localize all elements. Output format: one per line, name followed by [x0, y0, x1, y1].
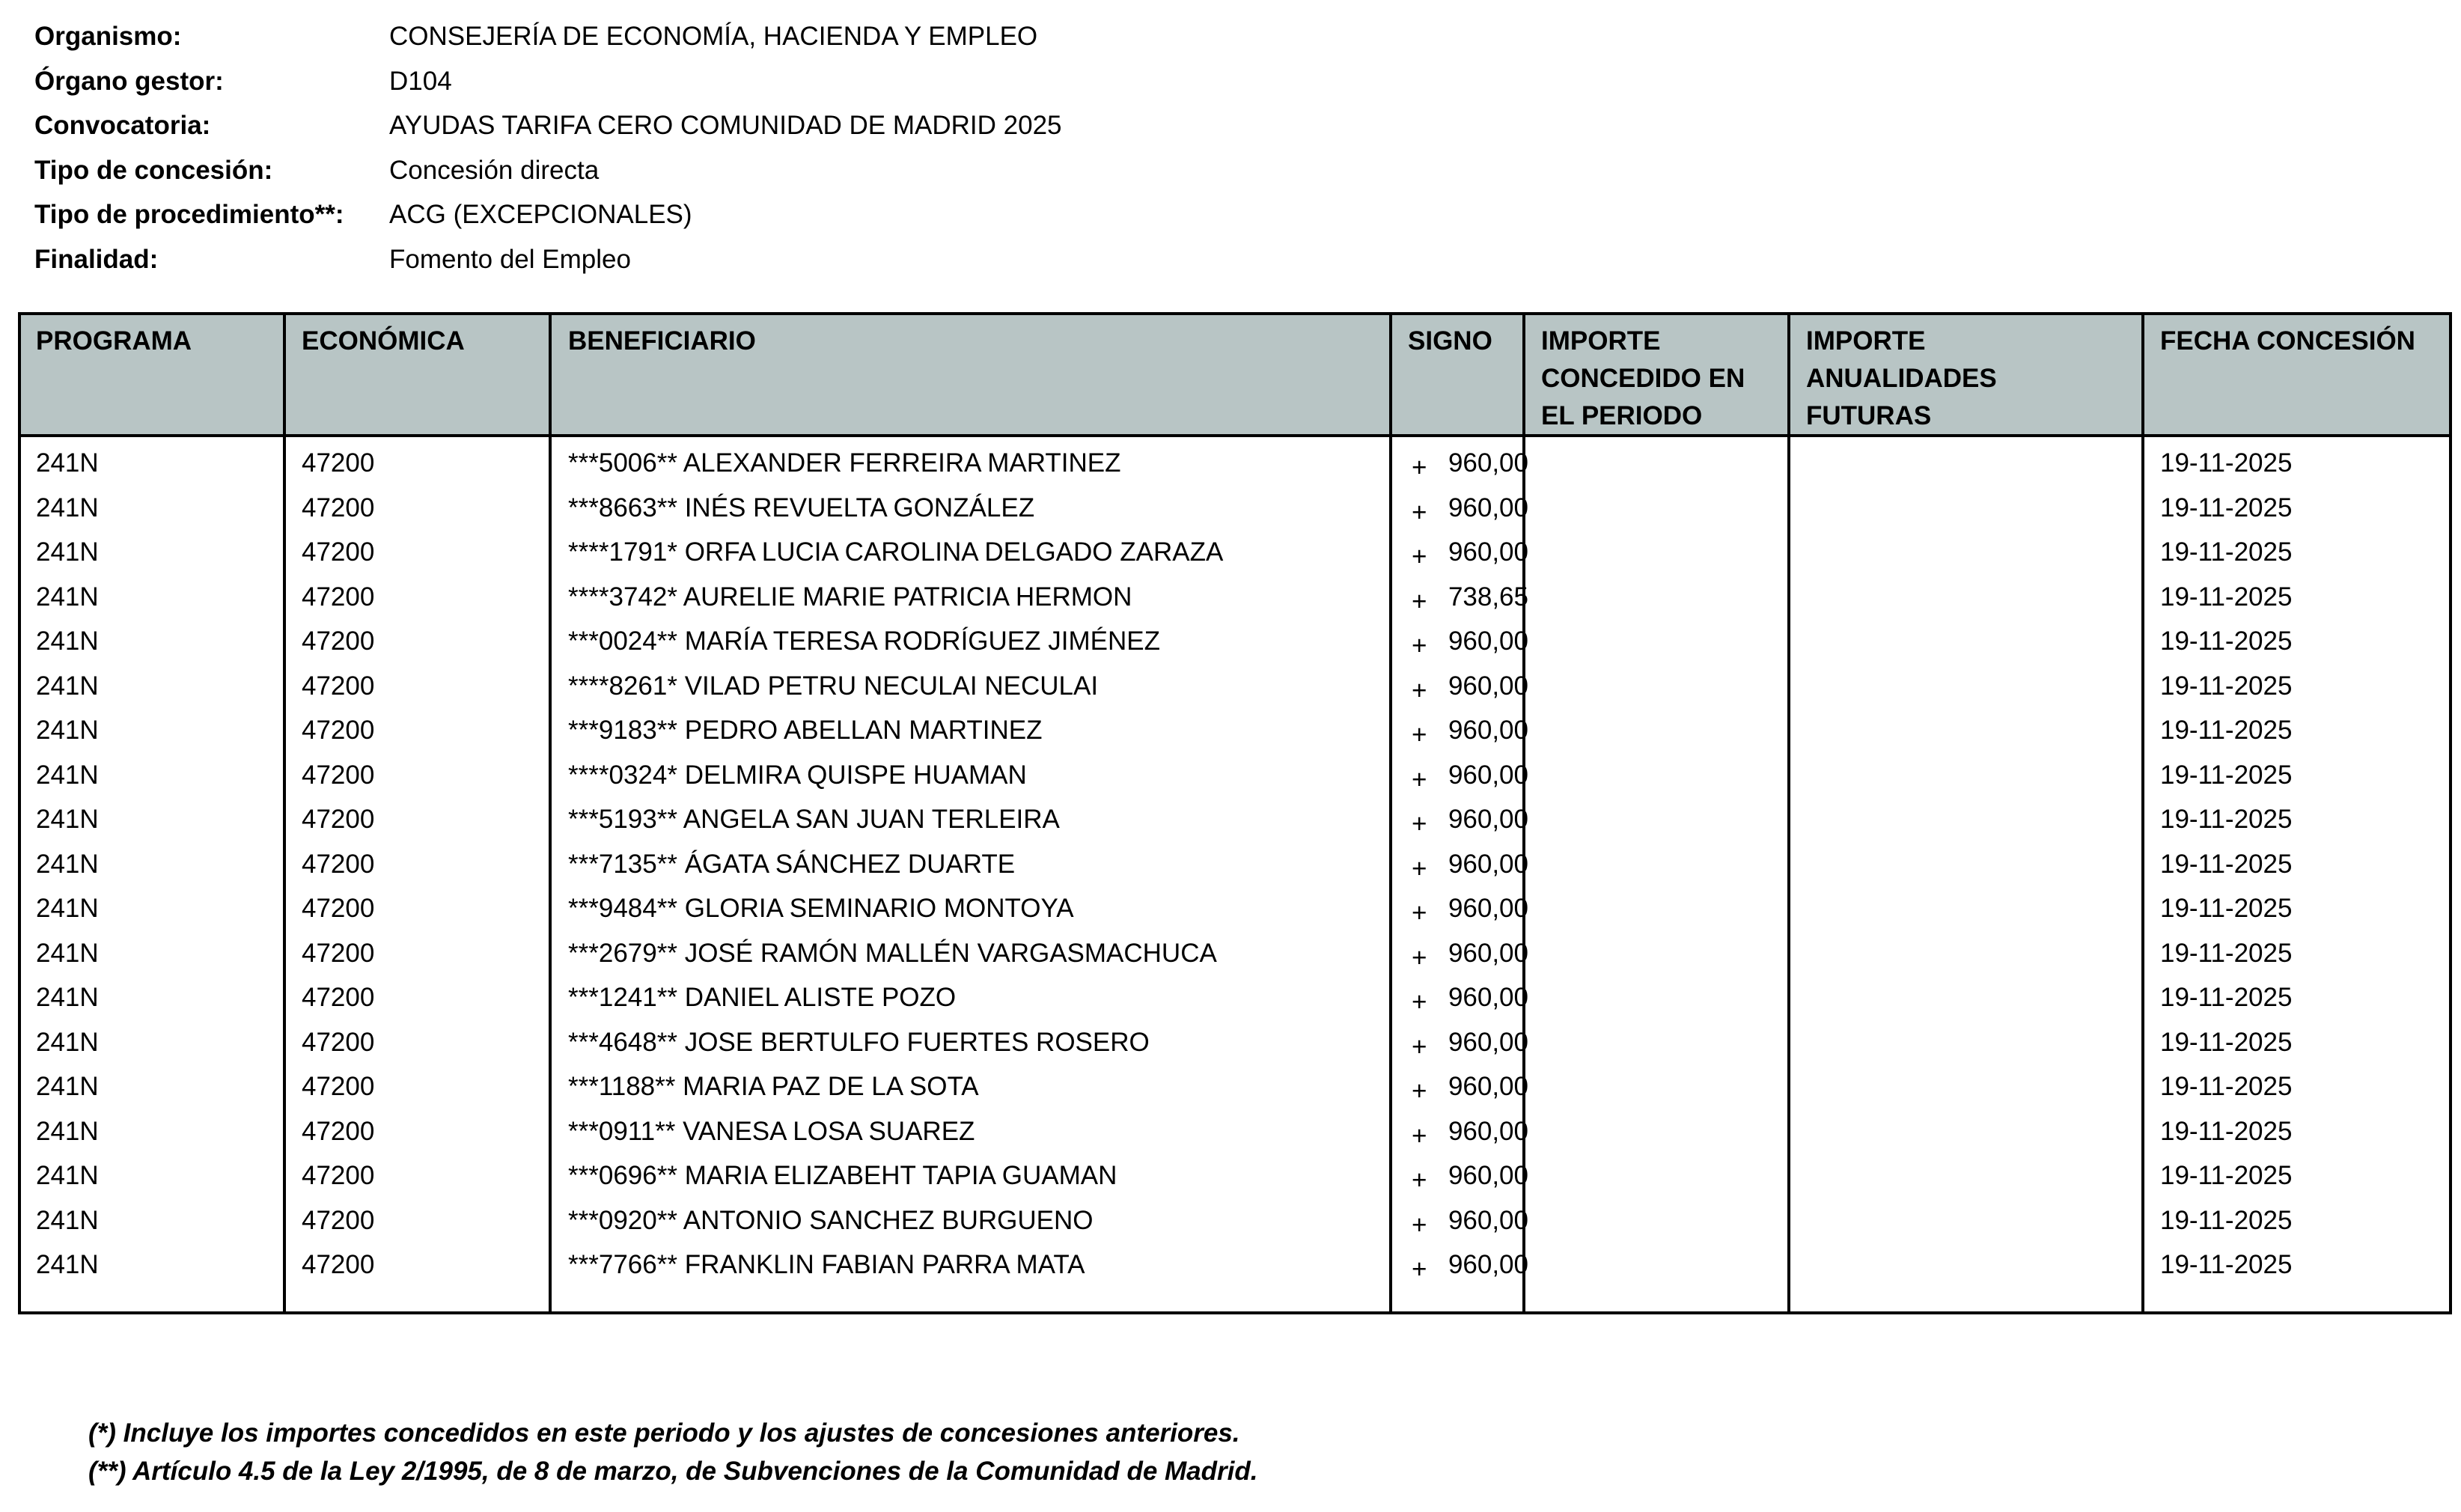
table-row	[21, 979, 2449, 1024]
cell-programa: 241N	[36, 1205, 99, 1235]
cell-beneficiario: ***4648** JOSE BERTULFO FUERTES ROSERO	[568, 1027, 1150, 1057]
cell-beneficiario: ***2679** JOSÉ RAMÓN MALLÉN VARGASMACHUCA	[568, 938, 1217, 968]
table-row	[21, 579, 2449, 624]
table-row	[21, 1157, 2449, 1202]
meta-value: CONSEJERÍA DE ECONOMÍA, HACIENDA Y EMPLEO	[389, 22, 1038, 51]
cell-fecha: 19-11-2025	[2160, 849, 2293, 879]
cell-fecha: 19-11-2025	[2160, 582, 2293, 612]
cell-programa: 241N	[36, 582, 99, 612]
cell-economica: 47200	[302, 1250, 375, 1279]
header-line: CONCEDIDO EN	[1541, 364, 1745, 393]
cell-importe-periodo: 960,00	[1448, 671, 1528, 701]
footnotes	[88, 1415, 1257, 1491]
meta-label: Organismo:	[34, 22, 182, 51]
cell-signo: +	[1412, 1165, 1427, 1195]
cell-signo: +	[1412, 453, 1427, 482]
cell-importe-periodo: 960,00	[1448, 716, 1528, 745]
footnote: (**) Artículo 4.5 de la Ley 2/1995, de 8 de marzo, de Subvenciones de la Comunidad de Madrid.	[88, 1457, 1258, 1486]
cell-importe-periodo: 960,00	[1448, 1116, 1528, 1146]
header-line: FUTURAS	[1806, 401, 1932, 430]
cell-programa: 241N	[36, 493, 99, 522]
cell-fecha: 19-11-2025	[2160, 493, 2293, 522]
header-signo: SIGNO	[1408, 326, 1492, 356]
cell-economica: 47200	[302, 805, 375, 834]
cell-beneficiario: ***7766** FRANKLIN FABIAN PARRA MATA	[568, 1250, 1085, 1279]
table-row	[21, 801, 2449, 846]
meta-label: Convocatoria:	[34, 111, 211, 141]
cell-fecha: 19-11-2025	[2160, 716, 2293, 745]
cell-programa: 241N	[36, 894, 99, 923]
cell-fecha: 19-11-2025	[2160, 1116, 2293, 1146]
cell-importe-periodo: 960,00	[1448, 1072, 1528, 1101]
cell-programa: 241N	[36, 1072, 99, 1101]
cell-signo: +	[1412, 631, 1427, 660]
cell-beneficiario: ***0024** MARÍA TERESA RODRÍGUEZ JIMÉNEZ	[568, 627, 1160, 656]
cell-fecha: 19-11-2025	[2160, 760, 2293, 790]
cell-programa: 241N	[36, 805, 99, 834]
cell-economica: 47200	[302, 671, 375, 701]
cell-beneficiario: ***0920** ANTONIO SANCHEZ BURGUENO	[568, 1205, 1094, 1235]
cell-economica: 47200	[302, 1116, 375, 1146]
table-row	[21, 1246, 2449, 1291]
cell-fecha: 19-11-2025	[2160, 938, 2293, 968]
cell-signo: +	[1412, 1031, 1427, 1061]
cell-beneficiario: ***1188** MARIA PAZ DE LA SOTA	[568, 1072, 979, 1101]
cell-fecha: 19-11-2025	[2160, 627, 2293, 656]
header-importe-periodo	[1541, 323, 1745, 435]
cell-signo: +	[1412, 1076, 1427, 1106]
cell-fecha: 19-11-2025	[2160, 1072, 2293, 1101]
cell-beneficiario: ***0911** VANESA LOSA SUAREZ	[568, 1116, 975, 1146]
cell-fecha: 19-11-2025	[2160, 671, 2293, 701]
cell-importe-periodo: 960,00	[1448, 938, 1528, 968]
cell-signo: +	[1412, 1210, 1427, 1240]
meta-value: ACG (EXCEPCIONALES)	[389, 200, 692, 230]
meta-value: Fomento del Empleo	[389, 244, 631, 274]
cell-importe-periodo: 960,00	[1448, 1027, 1528, 1057]
table-row	[21, 623, 2449, 668]
cell-programa: 241N	[36, 938, 99, 968]
cell-importe-periodo: 960,00	[1448, 537, 1528, 567]
table-row	[21, 1068, 2449, 1113]
table-row	[21, 534, 2449, 579]
header-economica: ECONÓMICA	[302, 326, 465, 356]
cell-fecha: 19-11-2025	[2160, 1205, 2293, 1235]
cell-importe-periodo: 960,00	[1448, 1161, 1528, 1190]
cell-economica: 47200	[302, 1161, 375, 1190]
header-line: IMPORTE	[1541, 326, 1661, 356]
cell-beneficiario: ****0324* DELMIRA QUISPE HUAMAN	[568, 760, 1027, 790]
cell-beneficiario: ***9484** GLORIA SEMINARIO MONTOYA	[568, 894, 1074, 923]
meta-value: AYUDAS TARIFA CERO COMUNIDAD DE MADRID 2025	[389, 111, 1062, 141]
cell-importe-periodo: 960,00	[1448, 983, 1528, 1012]
cell-importe-periodo: 960,00	[1448, 493, 1528, 522]
cell-signo: +	[1412, 675, 1427, 705]
cell-economica: 47200	[302, 849, 375, 879]
table-row	[21, 1202, 2449, 1247]
meta-value: Concesión directa	[389, 155, 600, 185]
table-row	[21, 668, 2449, 713]
cell-importe-periodo: 960,00	[1448, 760, 1528, 790]
cell-programa: 241N	[36, 849, 99, 879]
cell-fecha: 19-11-2025	[2160, 894, 2293, 923]
cell-signo: +	[1412, 987, 1427, 1016]
meta-value: D104	[389, 66, 452, 96]
header-line: IMPORTE	[1806, 326, 1926, 356]
cell-importe-periodo: 960,00	[1448, 1205, 1528, 1235]
table-row	[21, 757, 2449, 802]
header-importe-futuras	[1806, 323, 1997, 435]
cell-importe-periodo: 738,65	[1448, 582, 1528, 612]
table-row	[21, 846, 2449, 891]
meta-label: Tipo de concesión:	[34, 155, 273, 185]
cell-beneficiario: ***9183** PEDRO ABELLAN MARTINEZ	[568, 716, 1043, 745]
cell-economica: 47200	[302, 582, 375, 612]
cell-beneficiario: ***8663** INÉS REVUELTA GONZÁLEZ	[568, 493, 1035, 522]
cell-signo: +	[1412, 720, 1427, 749]
cell-beneficiario: ***1241** DANIEL ALISTE POZO	[568, 983, 957, 1012]
header-line: ANUALIDADES	[1806, 364, 1997, 393]
cell-economica: 47200	[302, 537, 375, 567]
cell-programa: 241N	[36, 1161, 99, 1190]
cell-economica: 47200	[302, 983, 375, 1012]
table-row	[21, 890, 2449, 935]
cell-economica: 47200	[302, 938, 375, 968]
header-line: EL PERIODO	[1541, 401, 1703, 430]
cell-beneficiario: ***5006** ALEXANDER FERREIRA MARTINEZ	[568, 448, 1121, 478]
cell-beneficiario: ***5193** ANGELA SAN JUAN TERLEIRA	[568, 805, 1060, 834]
cell-signo: +	[1412, 497, 1427, 527]
cell-signo: +	[1412, 853, 1427, 883]
meta-label: Órgano gestor:	[34, 66, 224, 96]
table-row	[21, 1024, 2449, 1069]
cell-signo: +	[1412, 1255, 1427, 1284]
cell-importe-periodo: 960,00	[1448, 805, 1528, 834]
cell-fecha: 19-11-2025	[2160, 983, 2293, 1012]
meta-label: Finalidad:	[34, 244, 159, 274]
cell-programa: 241N	[36, 983, 99, 1012]
table-row	[21, 445, 2449, 490]
cell-economica: 47200	[302, 448, 375, 478]
cell-fecha: 19-11-2025	[2160, 1027, 2293, 1057]
cell-fecha: 19-11-2025	[2160, 448, 2293, 478]
cell-economica: 47200	[302, 760, 375, 790]
header-beneficiario: BENEFICIARIO	[568, 326, 756, 356]
cell-fecha: 19-11-2025	[2160, 1161, 2293, 1190]
cell-programa: 241N	[36, 760, 99, 790]
cell-fecha: 19-11-2025	[2160, 1250, 2293, 1279]
cell-programa: 241N	[36, 716, 99, 745]
cell-signo: +	[1412, 586, 1427, 616]
cell-beneficiario: ***7135** ÁGATA SÁNCHEZ DUARTE	[568, 849, 1016, 879]
grants-table	[18, 312, 2452, 1314]
table-row	[21, 712, 2449, 757]
cell-importe-periodo: 960,00	[1448, 627, 1528, 656]
cell-programa: 241N	[36, 671, 99, 701]
cell-signo: +	[1412, 942, 1427, 972]
cell-fecha: 19-11-2025	[2160, 805, 2293, 834]
table-row	[21, 490, 2449, 534]
table-row	[21, 1113, 2449, 1158]
cell-programa: 241N	[36, 537, 99, 567]
cell-economica: 47200	[302, 1072, 375, 1101]
cell-economica: 47200	[302, 1205, 375, 1235]
header-fecha: FECHA CONCESIÓN	[2160, 326, 2415, 356]
cell-beneficiario: ****3742* AURELIE MARIE PATRICIA HERMON	[568, 582, 1132, 612]
cell-economica: 47200	[302, 716, 375, 745]
cell-signo: +	[1412, 764, 1427, 794]
cell-fecha: 19-11-2025	[2160, 537, 2293, 567]
cell-signo: +	[1412, 1121, 1427, 1150]
cell-programa: 241N	[36, 1250, 99, 1279]
cell-programa: 241N	[36, 627, 99, 656]
cell-importe-periodo: 960,00	[1448, 849, 1528, 879]
table-body	[21, 445, 2449, 1291]
cell-economica: 47200	[302, 493, 375, 522]
cell-programa: 241N	[36, 448, 99, 478]
cell-importe-periodo: 960,00	[1448, 1250, 1528, 1279]
cell-signo: +	[1412, 809, 1427, 838]
header-programa: PROGRAMA	[36, 326, 192, 356]
cell-beneficiario: ****8261* VILAD PETRU NECULAI NECULAI	[568, 671, 1099, 701]
cell-economica: 47200	[302, 627, 375, 656]
cell-programa: 241N	[36, 1116, 99, 1146]
cell-beneficiario: ****1791* ORFA LUCIA CAROLINA DELGADO ZARAZA	[568, 537, 1224, 567]
cell-economica: 47200	[302, 894, 375, 923]
footnote: (*) Incluye los importes concedidos en este periodo y los ajustes de concesiones anteriores.	[88, 1418, 1240, 1448]
cell-importe-periodo: 960,00	[1448, 894, 1528, 923]
cell-programa: 241N	[36, 1027, 99, 1057]
table-row	[21, 935, 2449, 980]
cell-signo: +	[1412, 898, 1427, 927]
cell-economica: 47200	[302, 1027, 375, 1057]
cell-beneficiario: ***0696** MARIA ELIZABEHT TAPIA GUAMAN	[568, 1161, 1117, 1190]
meta-label: Tipo de procedimiento**:	[34, 200, 344, 230]
cell-signo: +	[1412, 542, 1427, 571]
cell-importe-periodo: 960,00	[1448, 448, 1528, 478]
